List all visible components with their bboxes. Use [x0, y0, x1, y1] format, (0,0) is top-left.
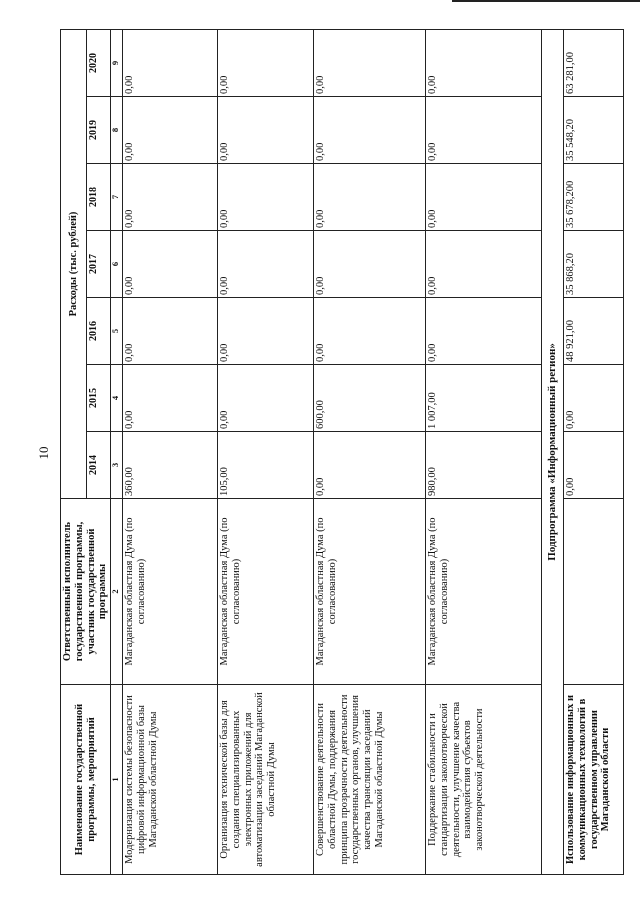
column-number: 7: [111, 164, 123, 231]
top-rule: [452, 0, 640, 2]
row-name: Поддержание стабильности и стандартизации законотворческой деятельности, улучшение качества взаимодействия субъектов законотворческой деятельности: [426, 685, 542, 875]
column-number: 4: [111, 365, 123, 432]
value-cell: 0,00: [426, 29, 542, 96]
value-cell: 600,00: [314, 365, 426, 432]
page-number: 10: [36, 446, 51, 460]
value-cell: 0,00: [218, 29, 314, 96]
header-name: Наименование государственной программы, мероприятий: [61, 685, 111, 875]
value-cell: 0,00: [426, 97, 542, 164]
row-name: Организация технической базы для создания специализированных электронных приложений для автоматизации заседаний Магаданской областной Думы: [218, 685, 314, 875]
row-name: Модернизация системы безопасности цифровой информационной базы Магаданской областной Думы: [123, 685, 218, 875]
table-row: [426, 29, 542, 874]
value-cell: 35 548,20: [564, 97, 624, 164]
column-number: 5: [111, 298, 123, 365]
year-2017: 2017: [87, 231, 111, 298]
value-cell: 48 921,00: [564, 298, 624, 365]
value-cell: 0,00: [123, 298, 218, 365]
column-number: 6: [111, 231, 123, 298]
expenses-table: [60, 29, 624, 875]
value-cell: 35 678,200: [564, 164, 624, 231]
rotated-sheet: [60, 30, 615, 875]
value-cell: 0,00: [218, 231, 314, 298]
column-number: 1: [111, 685, 123, 875]
table-row: [218, 29, 314, 874]
value-cell: 0,00: [426, 164, 542, 231]
value-cell: 0,00: [314, 432, 426, 499]
row-responsible: [564, 499, 624, 685]
value-cell: 35 868,20: [564, 231, 624, 298]
table-row: [564, 29, 624, 874]
value-cell: 0,00: [218, 164, 314, 231]
value-cell: 0,00: [123, 231, 218, 298]
rotated-content: [60, 30, 615, 875]
header-row-1: [61, 29, 87, 874]
value-cell: 0,00: [123, 365, 218, 432]
value-cell: 0,00: [426, 298, 542, 365]
column-number-row: [111, 29, 123, 874]
year-2014: 2014: [87, 432, 111, 499]
column-number: 3: [111, 432, 123, 499]
value-cell: 0,00: [218, 298, 314, 365]
value-cell: 0,00: [564, 365, 624, 432]
row-responsible: Магаданская областная Дума (по согласованию): [314, 499, 426, 685]
year-2020: 2020: [87, 29, 111, 96]
value-cell: 0,00: [314, 164, 426, 231]
value-cell: 105,00: [218, 432, 314, 499]
value-cell: 0,00: [123, 97, 218, 164]
table-row: [123, 29, 218, 874]
year-2019: 2019: [87, 97, 111, 164]
value-cell: 0,00: [123, 164, 218, 231]
value-cell: 0,00: [123, 29, 218, 96]
header-responsible: Ответственный исполнитель государственной программы, участник государственной программы: [61, 499, 111, 685]
value-cell: 63 281,00: [564, 29, 624, 96]
column-number: 8: [111, 97, 123, 164]
year-2015: 2015: [87, 365, 111, 432]
year-2018: 2018: [87, 164, 111, 231]
value-cell: 0,00: [314, 298, 426, 365]
value-cell: 0,00: [426, 231, 542, 298]
year-2016: 2016: [87, 298, 111, 365]
value-cell: 0,00: [314, 29, 426, 96]
column-number: 2: [111, 499, 123, 685]
value-cell: 0,00: [564, 432, 624, 499]
value-cell: 360,00: [123, 432, 218, 499]
row-name: Использование информационных и коммуникационных технологий в государственном управлении Магаданской области: [564, 685, 624, 875]
column-number: 9: [111, 29, 123, 96]
value-cell: 0,00: [314, 231, 426, 298]
value-cell: 0,00: [314, 97, 426, 164]
value-cell: 1 007,00: [426, 365, 542, 432]
row-responsible: Магаданская областная Дума (по согласованию): [218, 499, 314, 685]
value-cell: 0,00: [218, 97, 314, 164]
subprogram-row: [542, 29, 564, 874]
row-responsible: Магаданская областная Дума (по согласованию): [123, 499, 218, 685]
value-cell: 0,00: [218, 365, 314, 432]
header-expenses: Расходы (тыс. рублей): [61, 29, 87, 498]
value-cell: 980,00: [426, 432, 542, 499]
table-row: [314, 29, 426, 874]
row-name: Совершенствование деятельности областной Думы, поддержания принципа прозрачности деятельности государственных органов, улучшения качества трансляции заседаний Магаданской областной Думы: [314, 685, 426, 875]
row-responsible: Магаданская областная Дума (по согласованию): [426, 499, 542, 685]
subprogram-title: Подпрограмма «Информационный регион»: [542, 29, 564, 874]
